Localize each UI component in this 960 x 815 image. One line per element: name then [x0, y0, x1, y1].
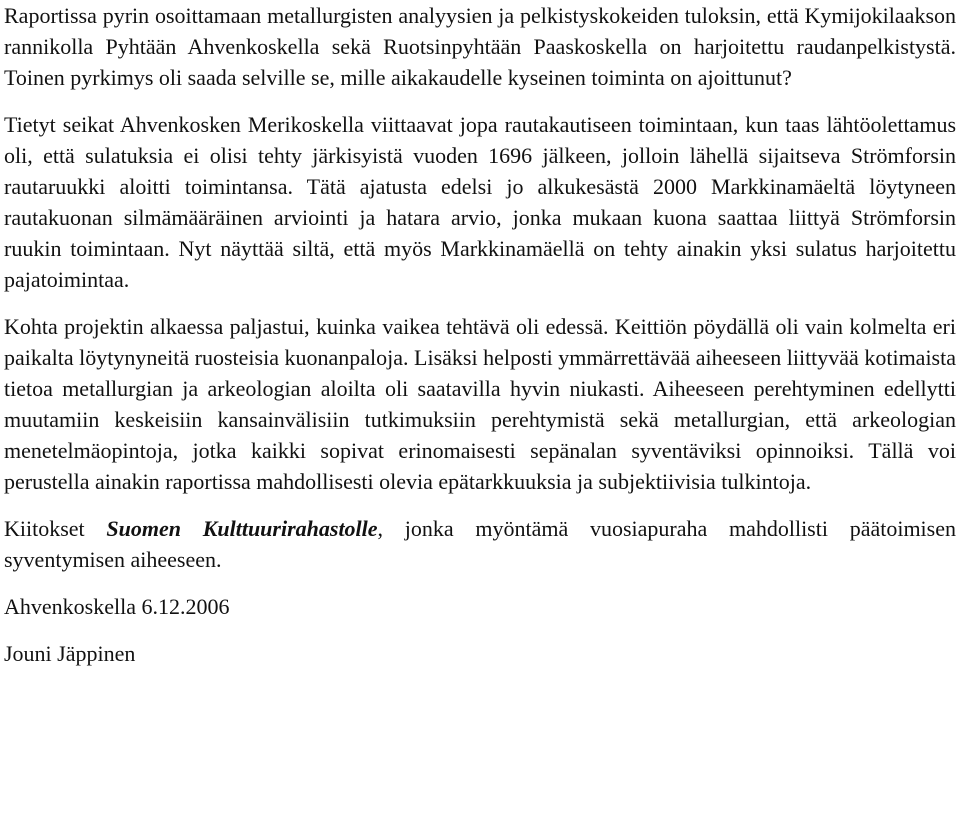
acknowledgement-paragraph	[4, 513, 956, 575]
intro-paragraph: Raportissa pyrin osoittamaan metallurgisten analyysien ja pelkistyskokeiden tuloksin, että Kymijokilaakson rannikolla Pyhtään Ahvenkoskella sekä Ruotsinpyhtään Paaskoskella on harjoitettu raudanpelkistystä. Toinen pyrkimys oli saada selville se, mille aikakaudelle kyseinen toiminta on ajoittunut?	[4, 3, 956, 90]
project-paragraph: Kohta projektin alkaessa paljastui, kuinka vaikea tehtävä oli edessä. Keittiön pöydällä oli vain kolmelta eri paikalta löytynyneitä ruosteisia kuonanpaloja. Lisäksi helposti ymmärrettävää aiheeseen liittyvää kotimaista tietoa metallurgian ja arkeologian aloilta oli saatavilla hyvin niukasti. Aiheeseen perehtyminen edellytti muutamiin keskeisiin kansainvälisiin tutkimuksiin perehtymistä sekä metallurgian, että arkeologian menetelmäopintoja, jotka kaikki sopivat erinomaisesti sepänalan syventäviksi opinnoiksi. Tällä voi perustella ainakin raportissa mahdollisesti olevia epätarkkuuksia ja subjektiivisia tulkintoja.	[4, 314, 956, 494]
author-signature: Jouni Jäppinen	[4, 641, 136, 666]
sponsor-name: Suomen Kulttuurirahastolle	[106, 516, 378, 541]
document-page	[4, 0, 956, 669]
background-paragraph: Tietyt seikat Ahvenkosken Merikoskella viittaavat jopa rautakautiseen toimintaan, kun taas lähtöolettamus oli, että sulatuksia ei olisi tehty järkisyistä vuoden 1696 jälkeen, jolloin lähellä sijaitseva Strömforsin rautaruukki aloitti toimintansa. Tätä ajatusta edelsi jo alkukesästä 2000 Markkinamäeltä löytyneen rautakuonan silmämääräinen arviointi ja hatara arvio, jonka mukaan kuona saattaa liittyä Strömforsin ruukin toimintaan. Nyt näyttää siltä, että myös Markkinamäellä on tehty ainakin yksi sulatus harjoitettu pajatoimintaa.	[4, 112, 956, 292]
place-date: Ahvenkoskella 6.12.2006	[4, 594, 230, 619]
acknowledgement-prefix: Kiitokset	[4, 516, 107, 541]
acknowledgement-suffix: , jonka myöntämä vuosiapuraha mahdollisti päätoimisen syventymisen aiheeseen.	[4, 516, 956, 572]
